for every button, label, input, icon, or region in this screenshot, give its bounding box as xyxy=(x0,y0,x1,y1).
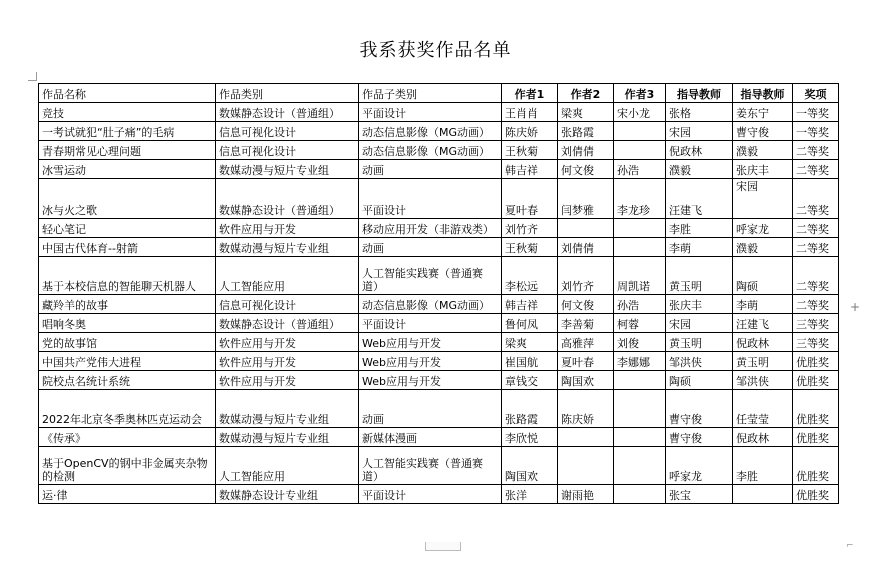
cell-award[interactable]: 一等奖 xyxy=(793,122,839,141)
table-row xyxy=(39,122,839,141)
cell-name[interactable]: 基于本校信息的智能聊天机器人 xyxy=(39,257,216,295)
table-row xyxy=(39,295,839,314)
cell-teacher2[interactable]: 濮毅 xyxy=(733,238,793,257)
cell-award[interactable]: 二等奖 xyxy=(793,257,839,295)
cell-teacher2[interactable]: 濮毅 xyxy=(733,141,793,160)
cell-category[interactable]: 数媒静态设计专业组 xyxy=(216,485,359,504)
cell-name[interactable]: 《传承》 xyxy=(39,428,216,447)
cell-name[interactable]: 轻心笔记 xyxy=(39,219,216,238)
cell-author1[interactable]: 陶国欢 xyxy=(502,447,558,485)
cell-teacher2[interactable]: 倪政林 xyxy=(733,333,793,352)
cell-teacher1[interactable]: 陶硕 xyxy=(666,371,733,390)
cell-award[interactable]: 二等奖 xyxy=(793,160,839,179)
table-row xyxy=(39,390,839,428)
cell-author2[interactable]: 陈庆娇 xyxy=(558,390,614,428)
header-author3: 作者3 xyxy=(614,84,666,103)
cell-author1[interactable]: 李欣悦 xyxy=(502,428,558,447)
cell-author3[interactable] xyxy=(614,390,666,428)
cell-award[interactable]: 优胜奖 xyxy=(793,390,839,428)
cell-subcategory[interactable]: 平面设计 xyxy=(359,314,502,333)
cell-name[interactable]: 院校点名统计系统 xyxy=(39,371,216,390)
table-row xyxy=(39,160,839,179)
cell-teacher2[interactable]: 黄玉明 xyxy=(733,352,793,371)
cell-category[interactable]: 软件应用与开发 xyxy=(216,352,359,371)
cell-category[interactable]: 数媒静态设计（普通组） xyxy=(216,179,359,219)
cell-teacher1[interactable]: 黄玉明 xyxy=(666,257,733,295)
cell-award[interactable]: 二等奖 xyxy=(793,219,839,238)
cell-teacher1[interactable]: 张庆丰 xyxy=(666,295,733,314)
cell-award[interactable]: 优胜奖 xyxy=(793,447,839,485)
page-mark-icon: ⌐ xyxy=(846,541,854,551)
cell-teacher1[interactable]: 濮毅 xyxy=(666,160,733,179)
cell-teacher1[interactable]: 宋园 xyxy=(666,314,733,333)
cell-subcategory[interactable]: 新媒体漫画 xyxy=(359,428,502,447)
cell-author1[interactable]: 李松远 xyxy=(502,257,558,295)
cell-subcategory[interactable]: 平面设计 xyxy=(359,103,502,122)
cell-teacher1[interactable]: 李胜 xyxy=(666,219,733,238)
cell-name[interactable]: 2022年北京冬季奥林匹克运动会 xyxy=(39,390,216,428)
cell-subcategory[interactable]: 动态信息影像（MG动画） xyxy=(359,122,502,141)
cell-author1[interactable]: 梁爽 xyxy=(502,333,558,352)
cell-award[interactable]: 优胜奖 xyxy=(793,371,839,390)
cell-author2[interactable] xyxy=(558,447,614,485)
cell-author3[interactable]: 李龙珍 xyxy=(614,179,666,219)
cell-author1[interactable]: 王肖肖 xyxy=(502,103,558,122)
cell-subcategory[interactable]: Web应用与开发 xyxy=(359,333,502,352)
cell-author1[interactable]: 夏叶春 xyxy=(502,179,558,219)
table-row xyxy=(39,333,839,352)
cell-category[interactable]: 数媒动漫与短片专业组 xyxy=(216,428,359,447)
cell-category[interactable]: 软件应用与开发 xyxy=(216,219,359,238)
cell-author2[interactable]: 刘倩倩 xyxy=(558,141,614,160)
table-row xyxy=(39,238,839,257)
table-row xyxy=(39,179,839,219)
cell-name[interactable]: 党的故事馆 xyxy=(39,333,216,352)
cell-author3[interactable] xyxy=(614,485,666,504)
table-row xyxy=(39,371,839,390)
header-author1: 作者1 xyxy=(502,84,558,103)
cell-author2[interactable]: 刘竹齐 xyxy=(558,257,614,295)
cell-author2[interactable]: 何文俊 xyxy=(558,160,614,179)
cell-author3[interactable] xyxy=(614,141,666,160)
cell-award[interactable]: 二等奖 xyxy=(793,141,839,160)
cell-teacher2[interactable]: 陶硕 xyxy=(733,257,793,295)
cell-author1[interactable]: 崔国航 xyxy=(502,352,558,371)
cell-author2[interactable]: 刘倩倩 xyxy=(558,238,614,257)
cell-author1[interactable]: 韩吉祥 xyxy=(502,295,558,314)
cell-author1[interactable]: 刘竹齐 xyxy=(502,219,558,238)
table-row xyxy=(39,428,839,447)
cell-category[interactable]: 数媒动漫与短片专业组 xyxy=(216,160,359,179)
cell-author1[interactable]: 鲁何凤 xyxy=(502,314,558,333)
cell-author1[interactable]: 张路霞 xyxy=(502,390,558,428)
cell-teacher2[interactable]: 邹洪侠 xyxy=(733,371,793,390)
cell-subcategory[interactable]: 移动应用开发（非游戏类） xyxy=(359,219,502,238)
cell-category[interactable]: 数媒静态设计（普通组） xyxy=(216,103,359,122)
cell-author3[interactable] xyxy=(614,428,666,447)
cell-teacher2[interactable]: 张庆丰 xyxy=(733,160,793,179)
resize-handle[interactable] xyxy=(425,542,461,551)
cell-category[interactable]: 人工智能应用 xyxy=(216,257,359,295)
cell-award[interactable]: 二等奖 xyxy=(793,238,839,257)
cell-author2[interactable]: 梁爽 xyxy=(558,103,614,122)
cell-name[interactable]: 运·律 xyxy=(39,485,216,504)
cell-author2[interactable]: 何文俊 xyxy=(558,295,614,314)
table-row xyxy=(39,314,839,333)
cell-author1[interactable]: 陈庆娇 xyxy=(502,122,558,141)
cell-author3[interactable] xyxy=(614,371,666,390)
table-row xyxy=(39,103,839,122)
table-row xyxy=(39,352,839,371)
cell-award[interactable]: 优胜奖 xyxy=(793,352,839,371)
cell-teacher2[interactable]: 呼家龙 xyxy=(733,219,793,238)
table-row xyxy=(39,219,839,238)
cell-award[interactable]: 优胜奖 xyxy=(793,428,839,447)
cell-author3[interactable]: 孙浩 xyxy=(614,295,666,314)
cell-award[interactable]: 一等奖 xyxy=(793,103,839,122)
cell-name[interactable]: 竞技 xyxy=(39,103,216,122)
cell-subcategory[interactable]: 人工智能实践赛（普通赛道） xyxy=(359,257,502,295)
cell-subcategory[interactable]: 平面设计 xyxy=(359,485,502,504)
cell-author2[interactable] xyxy=(558,219,614,238)
table-row xyxy=(39,485,839,504)
cell-subcategory[interactable]: Web应用与开发 xyxy=(359,371,502,390)
table-header-row xyxy=(39,84,839,103)
cell-author1[interactable]: 王秋菊 xyxy=(502,238,558,257)
header-teacher2: 指导教师 xyxy=(733,84,793,103)
cell-teacher1[interactable]: 曹守俊 xyxy=(666,390,733,428)
award-table xyxy=(38,83,839,504)
cell-teacher1[interactable]: 张格 xyxy=(666,103,733,122)
cell-subcategory[interactable]: 平面设计 xyxy=(359,179,502,219)
cell-author3[interactable]: 孙浩 xyxy=(614,160,666,179)
cell-category[interactable]: 信息可视化设计 xyxy=(216,141,359,160)
cell-teacher2[interactable] xyxy=(733,485,793,504)
cell-name[interactable]: 基于OpenCV的钢中非金属夹杂物的检测 xyxy=(39,447,216,485)
cell-author3[interactable] xyxy=(614,122,666,141)
cell-author3[interactable]: 宋小龙 xyxy=(614,103,666,122)
cell-author3[interactable]: 李娜娜 xyxy=(614,352,666,371)
header-teacher1: 指导教师 xyxy=(666,84,733,103)
cell-author3[interactable]: 柯蓉 xyxy=(614,314,666,333)
cell-teacher1[interactable]: 曹守俊 xyxy=(666,428,733,447)
cell-teacher1[interactable]: 张宝 xyxy=(666,485,733,504)
cell-name[interactable]: 中国古代体育--射箭 xyxy=(39,238,216,257)
cell-award[interactable]: 三等奖 xyxy=(793,333,839,352)
cell-category[interactable]: 数媒动漫与短片专业组 xyxy=(216,390,359,428)
cell-category[interactable]: 数媒动漫与短片专业组 xyxy=(216,238,359,257)
cell-author3[interactable] xyxy=(614,447,666,485)
cell-author1[interactable]: 章钱交 xyxy=(502,371,558,390)
cell-author2[interactable]: 李善菊 xyxy=(558,314,614,333)
header-award: 奖项 xyxy=(793,84,839,103)
cell-teacher2[interactable]: 姜东宁 xyxy=(733,103,793,122)
cell-author2[interactable]: 夏叶春 xyxy=(558,352,614,371)
cell-category[interactable]: 信息可视化设计 xyxy=(216,122,359,141)
cell-teacher1[interactable]: 汪建飞 xyxy=(666,179,733,219)
cell-author2[interactable]: 陶国欢 xyxy=(558,371,614,390)
header-name: 作品名称 xyxy=(39,84,216,103)
cell-author1[interactable]: 张洋 xyxy=(502,485,558,504)
cell-name[interactable]: 一考试就犯“肚子痛”的毛病 xyxy=(39,122,216,141)
cell-teacher2[interactable]: 倪政林 xyxy=(733,428,793,447)
cell-teacher2[interactable]: 宋园 xyxy=(733,179,793,219)
cell-name[interactable]: 冰雪运动 xyxy=(39,160,216,179)
cell-teacher1[interactable]: 黄玉明 xyxy=(666,333,733,352)
cell-author1[interactable]: 王秋菊 xyxy=(502,141,558,160)
cell-name[interactable]: 中国共产党伟大进程 xyxy=(39,352,216,371)
cell-category[interactable]: 信息可视化设计 xyxy=(216,295,359,314)
header-author2: 作者2 xyxy=(558,84,614,103)
cell-teacher2[interactable]: 李胜 xyxy=(733,447,793,485)
cell-category[interactable]: 软件应用与开发 xyxy=(216,333,359,352)
page-title: 我系获奖作品名单 xyxy=(359,40,512,61)
cell-teacher1[interactable]: 呼家龙 xyxy=(666,447,733,485)
cell-name[interactable]: 唱响冬奥 xyxy=(39,314,216,333)
header-subcategory: 作品子类别 xyxy=(359,84,502,103)
cell-author1[interactable]: 韩吉祥 xyxy=(502,160,558,179)
cell-teacher1[interactable]: 倪政林 xyxy=(666,141,733,160)
cell-teacher1[interactable]: 李萌 xyxy=(666,238,733,257)
table-row xyxy=(39,447,839,485)
cell-teacher2[interactable]: 汪建飞 xyxy=(733,314,793,333)
cell-name[interactable]: 藏羚羊的故事 xyxy=(39,295,216,314)
cell-teacher2[interactable]: 曹守俊 xyxy=(733,122,793,141)
cell-author2[interactable]: 张路霞 xyxy=(558,122,614,141)
cell-subcategory[interactable]: 动画 xyxy=(359,390,502,428)
cell-subcategory[interactable]: 动画 xyxy=(359,160,502,179)
cell-author2[interactable]: 高雅萍 xyxy=(558,333,614,352)
cell-teacher1[interactable]: 宋园 xyxy=(666,122,733,141)
cell-subcategory[interactable]: 人工智能实践赛（普通赛道） xyxy=(359,447,502,485)
cell-teacher2[interactable]: 任莹莹 xyxy=(733,390,793,428)
cell-author3[interactable]: 刘俊 xyxy=(614,333,666,352)
header-category: 作品类别 xyxy=(216,84,359,103)
cell-teacher2[interactable]: 李萌 xyxy=(733,295,793,314)
add-page-icon[interactable]: + xyxy=(850,300,861,314)
cell-author2[interactable] xyxy=(558,428,614,447)
cell-category[interactable]: 数媒静态设计（普通组） xyxy=(216,314,359,333)
cell-subcategory[interactable]: Web应用与开发 xyxy=(359,352,502,371)
cell-subcategory[interactable]: 动态信息影像（MG动画） xyxy=(359,295,502,314)
cell-award[interactable]: 二等奖 xyxy=(793,179,839,219)
cell-author3[interactable]: 周凯诺 xyxy=(614,257,666,295)
cell-award[interactable]: 优胜奖 xyxy=(793,485,839,504)
table-row xyxy=(39,257,839,295)
cell-author3[interactable] xyxy=(614,238,666,257)
cell-award[interactable]: 三等奖 xyxy=(793,314,839,333)
cell-author2[interactable]: 谢雨艳 xyxy=(558,485,614,504)
cell-subcategory[interactable]: 动画 xyxy=(359,238,502,257)
table-row xyxy=(39,141,839,160)
cell-name[interactable]: 青春期常见心理问题 xyxy=(39,141,216,160)
cell-award[interactable]: 二等奖 xyxy=(793,295,839,314)
cell-category[interactable]: 人工智能应用 xyxy=(216,447,359,485)
cell-name[interactable]: 冰与火之歌 xyxy=(39,179,216,219)
margin-corner-mark xyxy=(28,72,37,81)
cell-author3[interactable] xyxy=(614,219,666,238)
cell-subcategory[interactable]: 动态信息影像（MG动画） xyxy=(359,141,502,160)
cell-category[interactable]: 软件应用与开发 xyxy=(216,371,359,390)
cell-teacher1[interactable]: 邹洪侠 xyxy=(666,352,733,371)
cell-author2[interactable]: 闫梦雅 xyxy=(558,179,614,219)
